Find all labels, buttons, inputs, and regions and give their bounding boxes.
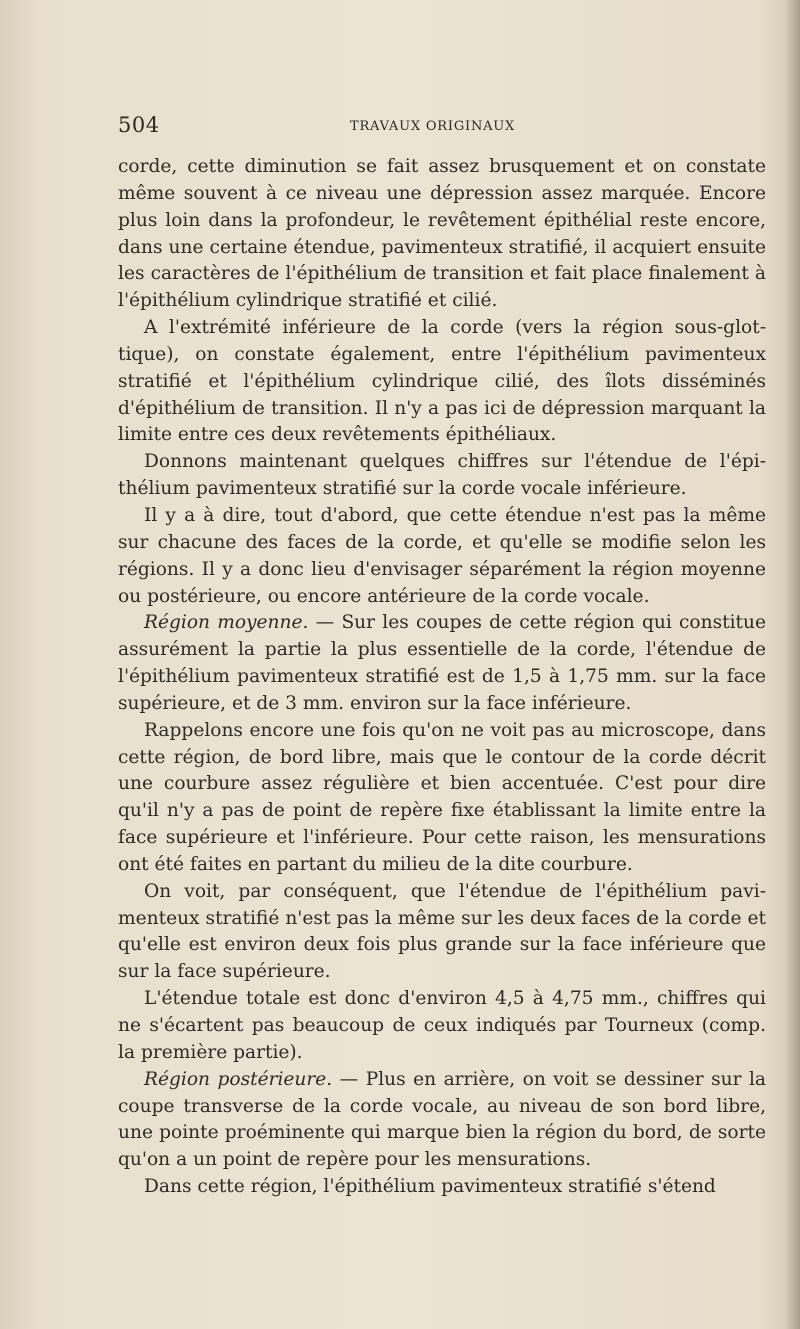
paragraph-4 — [118, 503, 766, 610]
page-number: 504 — [118, 113, 160, 137]
paragraph-text: Donnons maintenant quelques chiffres sur l'étendue de l'épithélium pavimenteux stratifié sur la corde vocale inférieure. — [118, 451, 766, 500]
paragraph-text: corde, cette diminution se fait assez brusquement et on constate même souvent à ce niveau une dépression assez marquée. Encore plus loin dans la profondeur, le revêtement épithélial reste encore, dans une certaine étendue, pavimenteux stratifié, il acquiert ensuite les caractères de l'épithélium de transition et fait place finalement à l'épithélium cylindrique stratifié et cilié. — [118, 156, 766, 312]
paragraph-8 — [118, 986, 766, 1067]
paragraph-5 — [118, 610, 766, 717]
paragraph-9 — [118, 1067, 766, 1174]
paragraph-7 — [118, 879, 766, 986]
paragraph-3 — [118, 449, 766, 503]
page-header — [118, 113, 766, 141]
page-edge-shadow — [786, 0, 800, 1329]
paragraph-text: A l'extrémité inférieure de la corde (vers la région sous-glottique), on constate également, entre l'épithélium pavimenteux stratifié et l'épithélium cylindrique cilié, des îlots disséminés d'épithélium de transition. Il n'y a pas ici de dépression marquant la limite entre ces deux revêtements épithéliaux. — [118, 317, 766, 446]
paragraph-6 — [118, 718, 766, 879]
paragraph-text: — Plus en arrière, on voit se dessiner sur la coupe transverse de la corde vocale, au niveau de son bord libre, une pointe proéminente qui marque bien la région du bord, de sorte qu'on a un point de repère pour les mensurations. — [118, 1068, 767, 1171]
section-heading-region-moyenne: Région moyenne. — [144, 612, 309, 634]
paragraph-text: Rappelons encore une fois qu'on ne voit pas au microscope, dans cette région, de bord libre, mais que le contour de la corde décrit une courbure assez régulière et bien accentuée. C'est pour dire qu'il n'y a pas de point de repère fixe établissant la limite entre la face supérieure et l'inférieure. Pour cette raison, les mensurations ont été faites en partant du milieu de la dite courbure. — [118, 719, 766, 875]
paragraph-2 — [118, 315, 766, 449]
paragraph-text: Dans cette région, l'épithélium pavimenteux stratifié s'étend — [144, 1176, 716, 1198]
paragraph-text: Il y a à dire, tout d'abord, que cette étendue n'est pas la même sur chacune des faces de la corde, et qu'elle se modifie selon les régions. Il y a donc lieu d'envisager séparément la région moyenne ou postérieure, ou encore antérieure de la corde vocale. — [118, 504, 766, 607]
running-title: TRAVAUX ORIGINAUX — [350, 119, 516, 134]
paragraph-text: — Sur les coupes de cette région qui constitue assurément la partie la plus essentielle de la corde, l'étendue de l'épithélium pavimenteux stratifié est de 1,5 à 1,75 mm. sur la face supérieure, et de 3 mm. environ sur la face inférieure. — [118, 612, 766, 714]
paragraph-1 — [118, 154, 766, 315]
paragraph-10 — [118, 1174, 766, 1201]
paragraph-text: L'étendue totale est donc d'environ 4,5 à 4,75 mm., chiffres qui ne s'écartent pas beaucoup de ceux indiqués par Tourneux (comp. la première partie). — [118, 988, 766, 1063]
body-text — [118, 154, 766, 1201]
paragraph-text: On voit, par conséquent, que l'étendue de l'épithélium pavimenteux stratifié n'est pas la même sur les deux faces de la corde et qu'elle est environ deux fois plus grande sur la face inférieure que sur la face supérieure. — [118, 880, 766, 983]
section-heading-region-posterieure: Région postérieure. — [144, 1068, 333, 1090]
